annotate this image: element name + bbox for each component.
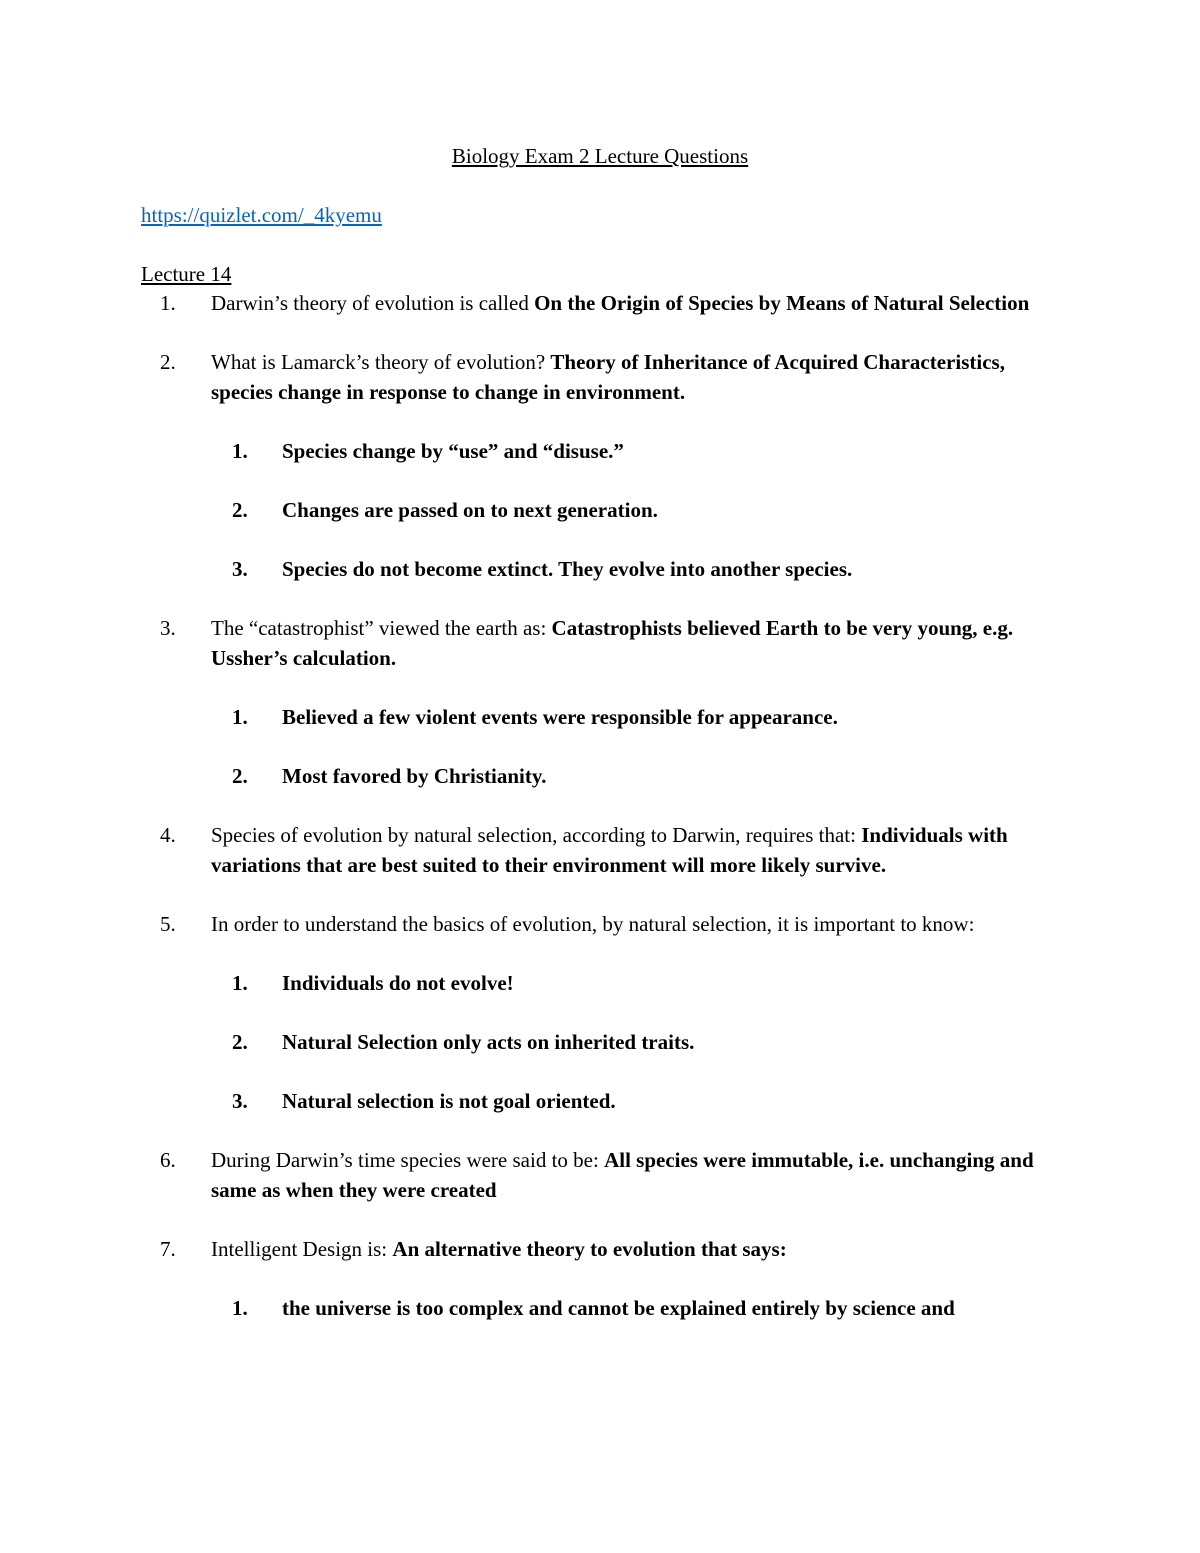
answer-sub-item [0, 702, 1060, 732]
answer-sub-list [211, 436, 1060, 584]
sub-item-number: 3. [232, 557, 248, 581]
question-number: 2. [160, 350, 176, 374]
question-list [0, 288, 1200, 1352]
quizlet-link[interactable]: https://quizlet.com/_4kyemu [141, 203, 382, 227]
answer-sub-item [0, 554, 1060, 584]
sub-item-text: Natural Selection only acts on inherited traits. [282, 1030, 695, 1054]
sub-item-number: 1. [232, 705, 248, 729]
sub-item-text: Individuals do not evolve! [282, 971, 514, 995]
question-number: 3. [160, 616, 176, 640]
answer-sub-item [0, 495, 1060, 525]
question-item [0, 820, 1200, 880]
sub-item-text: Natural selection is not goal oriented. [282, 1089, 616, 1113]
question-item [0, 909, 1200, 1116]
sub-item-text: Species change by “use” and “disuse.” [282, 439, 624, 463]
question-item [0, 1145, 1200, 1205]
answer-sub-item [0, 1086, 1060, 1116]
document-title: Biology Exam 2 Lecture Questions [451, 144, 749, 168]
question-prompt: Intelligent Design is: [211, 1237, 393, 1261]
sub-item-number: 1. [232, 971, 248, 995]
answer-sub-list [211, 702, 1060, 791]
question-answer: On the Origin of Species by Means of Natural Selection [534, 291, 1030, 315]
answer-sub-list [211, 968, 1060, 1116]
question-answer: Catastrophists believed Earth to be very young, e.g. Ussher’s calculation. [211, 616, 1014, 670]
question-prompt: During Darwin’s time species were said to be: [211, 1148, 605, 1172]
question-prompt: The “catastrophist” viewed the earth as: [211, 616, 552, 640]
sub-item-text: Most favored by Christianity. [282, 764, 547, 788]
question-prompt: In order to understand the basics of evolution, by natural selection, it is important to know: [211, 912, 975, 936]
section-heading: Lecture 14 [141, 262, 232, 286]
question-answer: Theory of Inheritance of Acquired Characteristics, species change in response to change in environment. [211, 350, 1005, 404]
sub-item-number: 1. [232, 439, 248, 463]
sub-item-text: Changes are passed on to next generation. [282, 498, 658, 522]
answer-sub-item [0, 761, 1060, 791]
answer-sub-item [0, 968, 1060, 998]
question-item [0, 1234, 1200, 1323]
sub-item-text: the universe is too complex and cannot be explained entirely by science and [282, 1296, 955, 1320]
sub-item-number: 2. [232, 498, 248, 522]
answer-sub-item [0, 1293, 1060, 1323]
sub-item-number: 3. [232, 1089, 248, 1113]
question-prompt: Species of evolution by natural selection, according to Darwin, requires that: [211, 823, 862, 847]
question-answer: Individuals with variations that are best suited to their environment will more likely survive. [211, 823, 1008, 877]
question-number: 1. [160, 291, 176, 315]
question-number: 4. [160, 823, 176, 847]
sub-item-number: 2. [232, 764, 248, 788]
sub-item-number: 2. [232, 1030, 248, 1054]
question-number: 7. [160, 1237, 176, 1261]
question-prompt: Darwin’s theory of evolution is called [211, 291, 535, 315]
sub-item-text: Believed a few violent events were responsible for appearance. [282, 705, 838, 729]
question-number: 6. [160, 1148, 176, 1172]
question-prompt: What is Lamarck’s theory of evolution? [211, 350, 551, 374]
question-item [0, 613, 1200, 791]
question-item [0, 288, 1200, 318]
question-item [0, 347, 1200, 584]
answer-sub-item [0, 1027, 1060, 1057]
question-answer: All species were immutable, i.e. unchanging and same as when they were created [211, 1148, 1034, 1202]
answer-sub-list [211, 1293, 1060, 1323]
sub-item-text: Species do not become extinct. They evolve into another species. [282, 557, 853, 581]
answer-sub-item [0, 436, 1060, 466]
sub-item-number: 1. [232, 1296, 248, 1320]
question-number: 5. [160, 912, 176, 936]
question-answer: An alternative theory to evolution that says: [392, 1237, 787, 1261]
